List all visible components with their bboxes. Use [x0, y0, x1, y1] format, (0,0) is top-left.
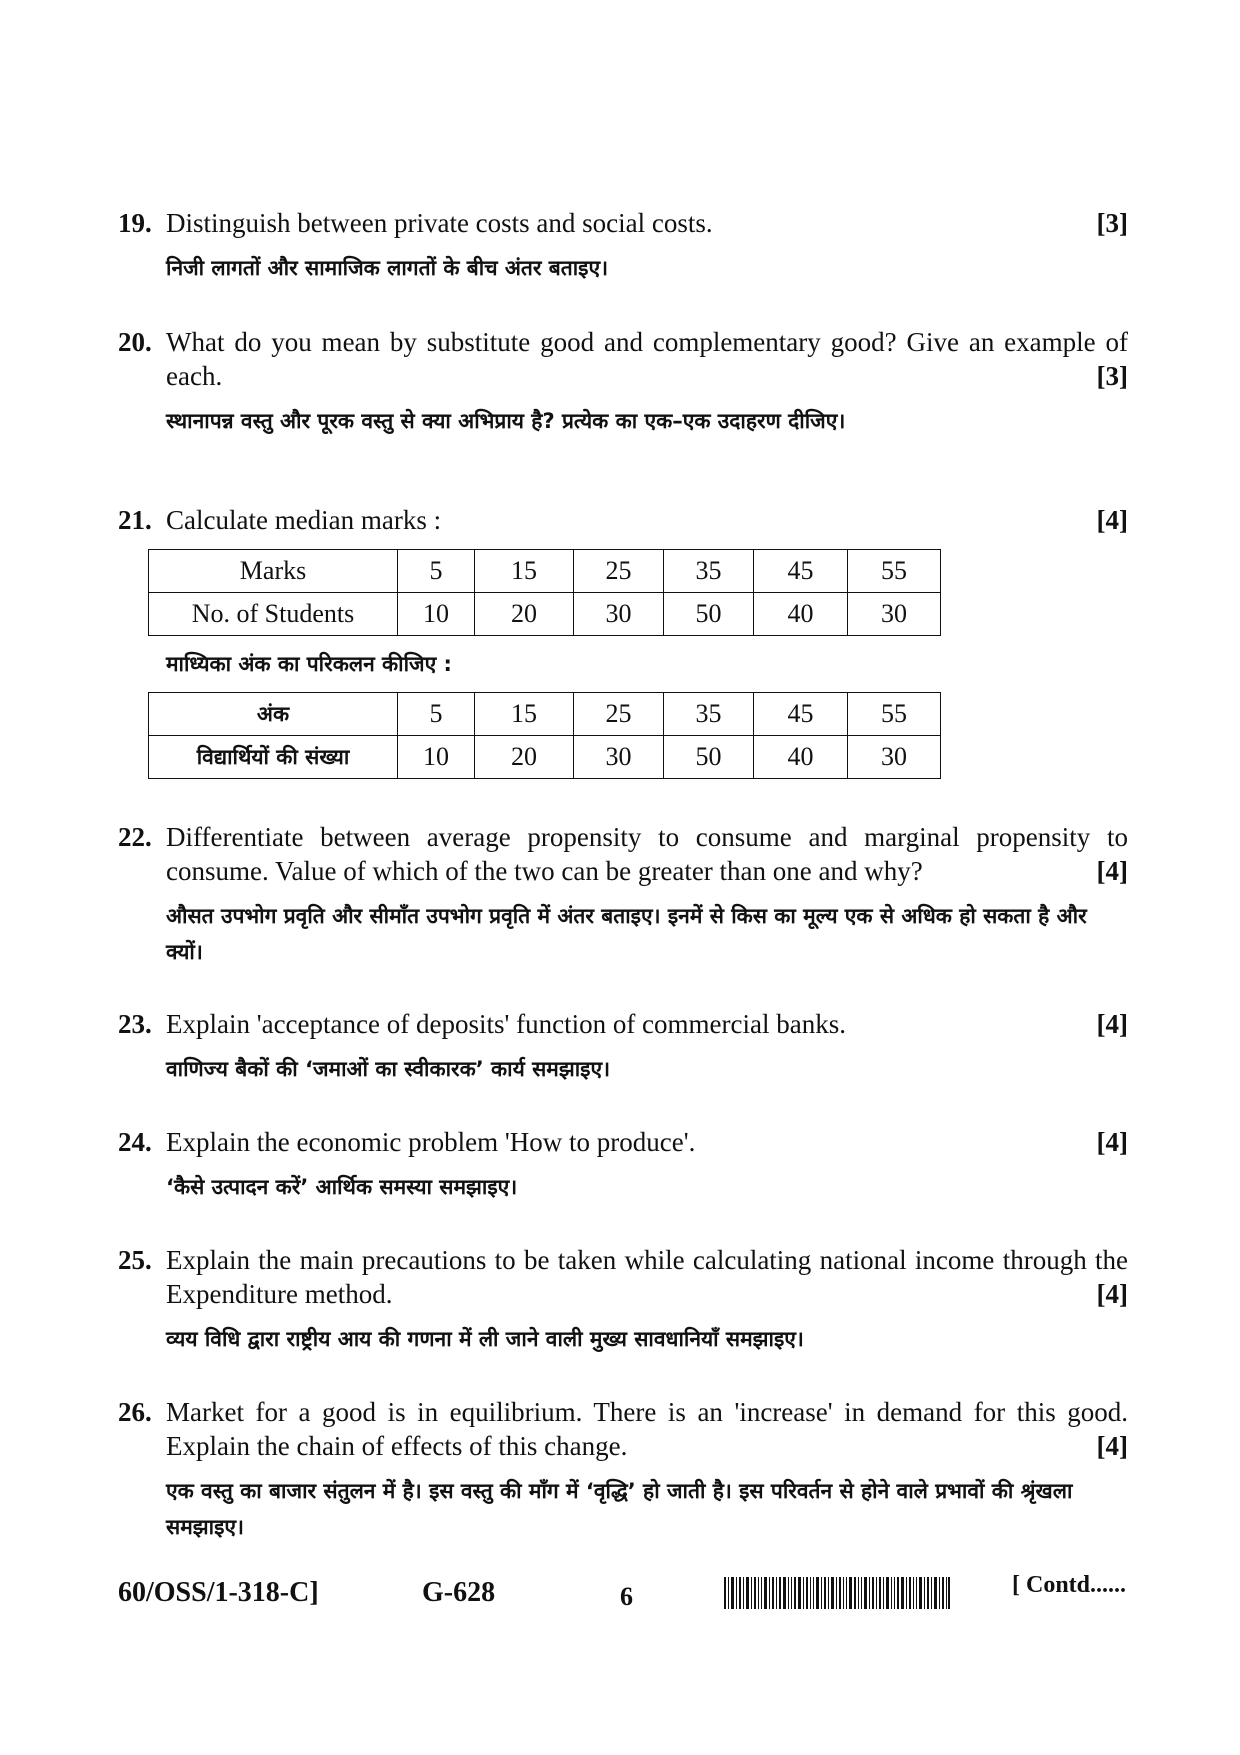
- table-cell: 5: [398, 693, 475, 736]
- continued-label: [ Contd......: [1012, 1572, 1127, 1598]
- table-cell: 55: [848, 693, 941, 736]
- question-marks: [3]: [1096, 361, 1128, 391]
- table-cell: 10: [398, 736, 475, 779]
- table-cell: 45: [754, 550, 848, 593]
- question-number: 26.: [118, 1397, 152, 1427]
- question-text-en: Explain the main precautions to be taken while calculating national income through the Expenditure method.: [166, 1245, 1128, 1309]
- table-row: [149, 736, 941, 779]
- table-cell: 45: [754, 693, 848, 736]
- question-text-hi: एक वस्तु का बाजार संतुलन में है। इस वस्तु की माँग में ‘वृद्धि’ हो जाती है। इस परिवर्तन से होने वाले प्रभावों की श्रृंखला समझाइए।: [166, 1479, 1073, 1539]
- table-cell: 55: [848, 550, 941, 593]
- median-table-hi: [148, 692, 941, 779]
- question-20: [118, 325, 1128, 439]
- question-text-en: Differentiate between average propensity to consume and marginal propensity to consume. Value of which of the two can be greater than one and why?: [166, 822, 1128, 886]
- table-row: [149, 593, 941, 636]
- table-cell: 30: [848, 593, 941, 636]
- question-26: [118, 1395, 1128, 1545]
- table-cell: 40: [754, 736, 848, 779]
- paper-code: 60/OSS/1-318-C]: [118, 1577, 319, 1608]
- table-cell: 20: [475, 736, 574, 779]
- question-19: [118, 206, 1128, 286]
- question-number: 19.: [118, 208, 152, 238]
- question-marks: [4]: [1096, 505, 1128, 535]
- table-cell: 10: [398, 593, 475, 636]
- table-cell: 30: [574, 736, 664, 779]
- question-number: 24.: [118, 1127, 152, 1157]
- question-marks: [4]: [1096, 856, 1128, 886]
- question-25: [118, 1243, 1128, 1357]
- question-number: 22.: [118, 822, 152, 852]
- question-text-hi: निजी लागतों और सामाजिक लागतों के बीच अंतर बताइए।: [166, 256, 609, 280]
- question-text-hi: ‘कैसे उत्पादन करें’ आर्थिक समस्या समझाइए।: [166, 1175, 518, 1199]
- question-marks: [4]: [1096, 1009, 1128, 1039]
- question-marks: [4]: [1096, 1279, 1128, 1309]
- table-cell: 15: [475, 693, 574, 736]
- question-text-hi: वाणिज्य बैकों की ‘जमाओं का स्वीकारक’ कार्य समझाइए।: [166, 1057, 611, 1081]
- table-cell: 5: [398, 550, 475, 593]
- question-23: [118, 1007, 1128, 1087]
- table-row: [149, 550, 941, 593]
- question-21: [118, 503, 1128, 537]
- table-cell: 40: [754, 593, 848, 636]
- series-code: G-628: [422, 1577, 496, 1608]
- table-row: [149, 693, 941, 736]
- table-header-cell: विद्यार्थियों की संख्या: [149, 736, 398, 779]
- question-text-en: Explain the economic problem 'How to produce'.: [166, 1127, 696, 1157]
- question-text-en: Distinguish between private costs and social costs.: [166, 208, 713, 238]
- question-number: 21.: [118, 505, 152, 535]
- table-cell: 15: [475, 550, 574, 593]
- table-cell: 50: [664, 736, 754, 779]
- question-text-en: What do you mean by substitute good and complementary good? Give an example of each.: [166, 327, 1128, 391]
- question-text-en: Calculate median marks :: [166, 505, 442, 535]
- table-cell: 30: [848, 736, 941, 779]
- table-cell: 50: [664, 593, 754, 636]
- median-table-en: [148, 549, 941, 636]
- question-number: 20.: [118, 327, 152, 357]
- table-header-cell: Marks: [149, 550, 398, 593]
- table-header-cell: No. of Students: [149, 593, 398, 636]
- question-text-hi: व्यय विधि द्वारा राष्ट्रीय आय की गणना में ली जाने वाली मुख्य सावधानियाँ समझाइए।: [166, 1327, 804, 1351]
- barcode-icon: [724, 1577, 950, 1609]
- question-marks: [4]: [1096, 1127, 1128, 1157]
- table-cell: 25: [574, 693, 664, 736]
- table-cell: 20: [475, 593, 574, 636]
- question-text-hi: औसत उपभोग प्रवृति और सीमाँत उपभोग प्रवृति में अंतर बताइए। इनमें से किस का मूल्य एक से अधिक हो सकता है और क्यों।: [166, 904, 1087, 964]
- question-22: [118, 820, 1128, 970]
- question-21-hindi: [118, 646, 1128, 682]
- table-cell: 35: [664, 693, 754, 736]
- question-24: [118, 1125, 1128, 1205]
- question-marks: [3]: [1096, 208, 1128, 238]
- table-cell: 35: [664, 550, 754, 593]
- table-header-cell: अंक: [149, 693, 398, 736]
- question-number: 25.: [118, 1245, 152, 1275]
- question-marks: [4]: [1096, 1431, 1128, 1461]
- question-text-en: Market for a good is in equilibrium. There is an 'increase' in demand for this good. Explain the chain of effects of this change.: [166, 1397, 1128, 1461]
- page-number: 6: [620, 1582, 633, 1611]
- question-text-hi: माध्यिका अंक का परिकलन कीजिए :: [166, 652, 452, 676]
- table-cell: 30: [574, 593, 664, 636]
- question-number: 23.: [118, 1009, 152, 1039]
- question-text-en: Explain 'acceptance of deposits' function of commercial banks.: [166, 1009, 846, 1039]
- table-cell: 25: [574, 550, 664, 593]
- question-text-hi: स्थानापन्न वस्तु और पूरक वस्तु से क्या अभिप्राय है? प्रत्येक का एक–एक उदाहरण दीजिए।: [166, 409, 846, 433]
